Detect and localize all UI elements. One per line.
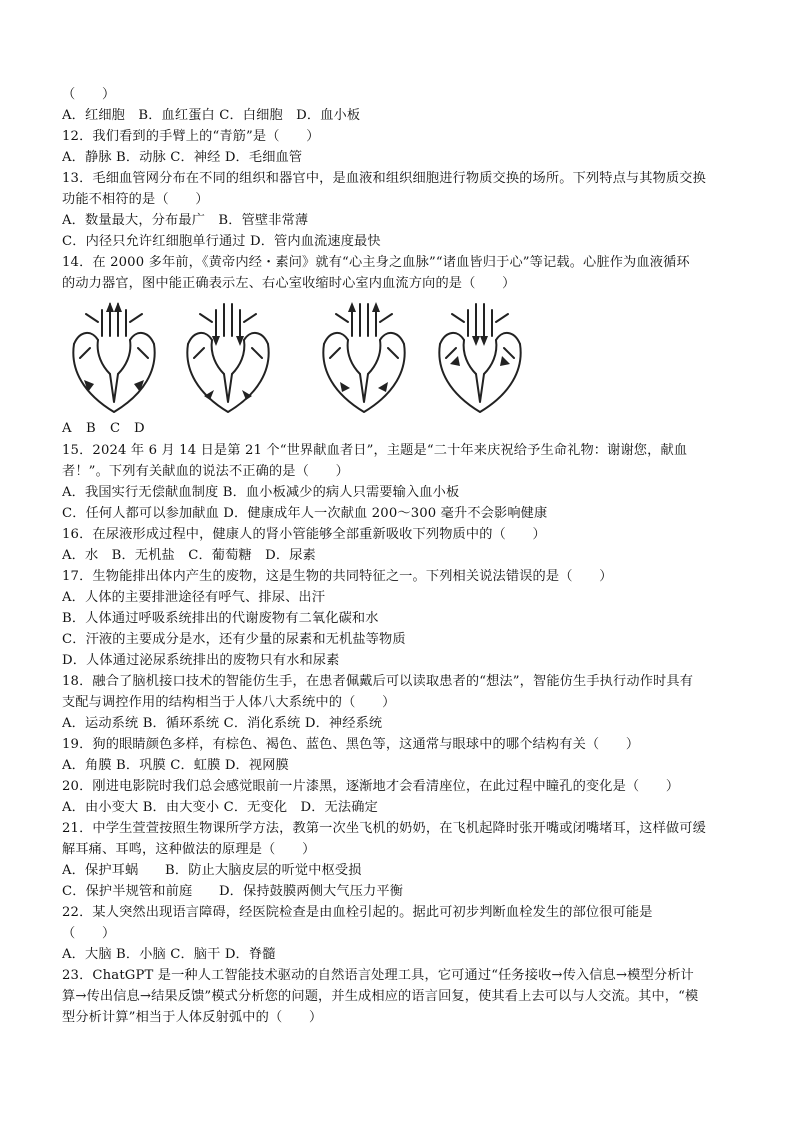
- q13-options-cd: C．内径只允许红细胞单行通过 D．管内血流速度最快: [62, 234, 381, 249]
- q22-stem-line1: 22．某人突然出现语言障碍，经医院检查是由血栓引起的。据此可初步判断血栓发生的部位很可能是: [62, 905, 653, 920]
- q21-options-ab: A．保护耳蜗 B．防止大脑皮层的听觉中枢受损: [62, 863, 362, 878]
- q14-stem-line2: 的动力器官，图中能正确表示左、右心室收缩时心室内血流方向的是（ ）: [62, 276, 516, 291]
- heart-diagram-d: [432, 300, 528, 418]
- q11-blank: （ ）: [62, 87, 116, 102]
- q21-stem-line2: 解耳痛、耳鸣，这种做法的原理是（ ）: [62, 842, 316, 857]
- q23-stem-line2: 算→传出信息→结果反馈”模式分析您的问题，并生成相应的语言回复，使其看上去可以与人交流。其中，“模: [62, 989, 699, 1004]
- q14-figure-labels: [62, 418, 738, 440]
- figure-label-a: A: [62, 421, 72, 436]
- q17-stem: 17．生物能排出体内产生的废物，这是生物的共同特征之一。下列相关说法错误的是（ ）: [62, 569, 613, 584]
- q19-stem: 19．狗的眼睛颜色多样，有棕色、褐色、蓝色、黑色等，这通常与眼球中的哪个结构有关（ ）: [62, 737, 640, 752]
- q17-option-a: A．人体的主要排泄途径有呼气、排尿、出汗: [62, 590, 326, 605]
- q13-stem-line2: 功能不相符的是（ ）: [62, 192, 209, 207]
- q17-option-b: B．人体通过呼吸系统排出的代谢废物有二氧化碳和水: [62, 611, 379, 626]
- q13-options-ab: A．数量最大，分布最广 B．管壁非常薄: [62, 213, 309, 228]
- q21-options-cd: C．保护半规管和前庭 D．保持鼓膜两侧大气压力平衡: [62, 884, 404, 899]
- q12-stem: 12．我们看到的手臂上的“青筋”是（ ）: [62, 129, 320, 144]
- q17-option-c: C．汗液的主要成分是水，还有少量的尿素和无机盐等物质: [62, 632, 406, 647]
- q23-stem-line3: 型分析计算”相当于人体反射弧中的（ ）: [62, 1010, 323, 1025]
- q23-stem-line1: 23．ChatGPT 是一种人工智能技术驱动的自然语言处理工具，它可通过“任务接收→传入信息→模型分析计: [62, 968, 694, 983]
- q13-stem-line1: 13．毛细血管网分布在不同的组织和器官中，是血液和组织细胞进行物质交换的场所。下列特点与其物质交换: [62, 171, 706, 186]
- figure-label-c: C: [110, 421, 121, 436]
- q16-stem: 16．在尿液形成过程中，健康人的肾小管能够全部重新吸收下列物质中的（ ）: [62, 527, 546, 542]
- heart-diagram-b: [180, 300, 276, 418]
- q20-stem: 20．刚进电影院时我们总会感觉眼前一片漆黑，逐渐地才会看清座位，在此过程中瞳孔的变化是（ ）: [62, 779, 680, 794]
- q14-stem-line1: 14．在 2000 多年前，《黄帝内经・素问》就有“心主身之血脉”“诸血皆归于心”等记载。心脏作为血液循环: [62, 255, 690, 270]
- q12-options: A．静脉 B．动脉 C．神经 D．毛细血管: [62, 150, 303, 165]
- q15-options-ab: A．我国实行无偿献血制度 B．血小板减少的病人只需要输入血小板: [62, 485, 460, 500]
- q22-stem-line2: （ ）: [62, 926, 116, 941]
- q19-options: A．角膜 B．巩膜 C．虹膜 D．视网膜: [62, 758, 289, 773]
- figure-label-d: D: [134, 421, 145, 436]
- q20-options: A．由小变大 B．由大变小 C．无变化 D．无法确定: [62, 800, 378, 815]
- heart-diagram-a: [66, 300, 162, 418]
- q11-options: A．红细胞 B．血红蛋白 C．白细胞 D．血小板: [62, 108, 361, 123]
- figure-label-b: B: [86, 421, 96, 436]
- q15-stem-line1: 15．2024 年 6 月 14 日是第 21 个“世界献血者日”，主题是“二十年来庆祝给予生命礼物：谢谢您，献血: [62, 443, 688, 458]
- page-content: [62, 84, 738, 1028]
- q21-stem-line1: 21．中学生萱萱按照生物课所学方法，教第一次坐飞机的奶奶，在飞机起降时张开嘴或闭嘴堵耳，这样做可缓: [62, 821, 706, 836]
- q15-options-cd: C．任何人都可以参加献血 D．健康成年人一次献血 200～300 毫升不会影响健康: [62, 506, 548, 521]
- q18-stem-line1: 18．融合了脑机接口技术的智能仿生手，在患者佩戴后可以读取患者的“想法”，智能仿生手执行动作时具有: [62, 674, 694, 689]
- q15-stem-line2: 者！”。下列有关献血的说法不正确的是（ ）: [62, 464, 349, 479]
- q22-options: A．大脑 B．小脑 C．脑干 D．脊髓: [62, 947, 276, 962]
- q14-heart-figures: [62, 300, 738, 418]
- q18-stem-line2: 支配与调控作用的结构相当于人体八大系统中的（ ）: [62, 695, 396, 710]
- q17-option-d: D．人体通过泌尿系统排出的废物只有水和尿素: [62, 653, 340, 668]
- heart-diagram-c: [316, 300, 412, 418]
- q16-options: A．水 B．无机盐 C．葡萄糖 D．尿素: [62, 548, 316, 563]
- q18-options: A．运动系统 B．循环系统 C．消化系统 D．神经系统: [62, 716, 383, 731]
